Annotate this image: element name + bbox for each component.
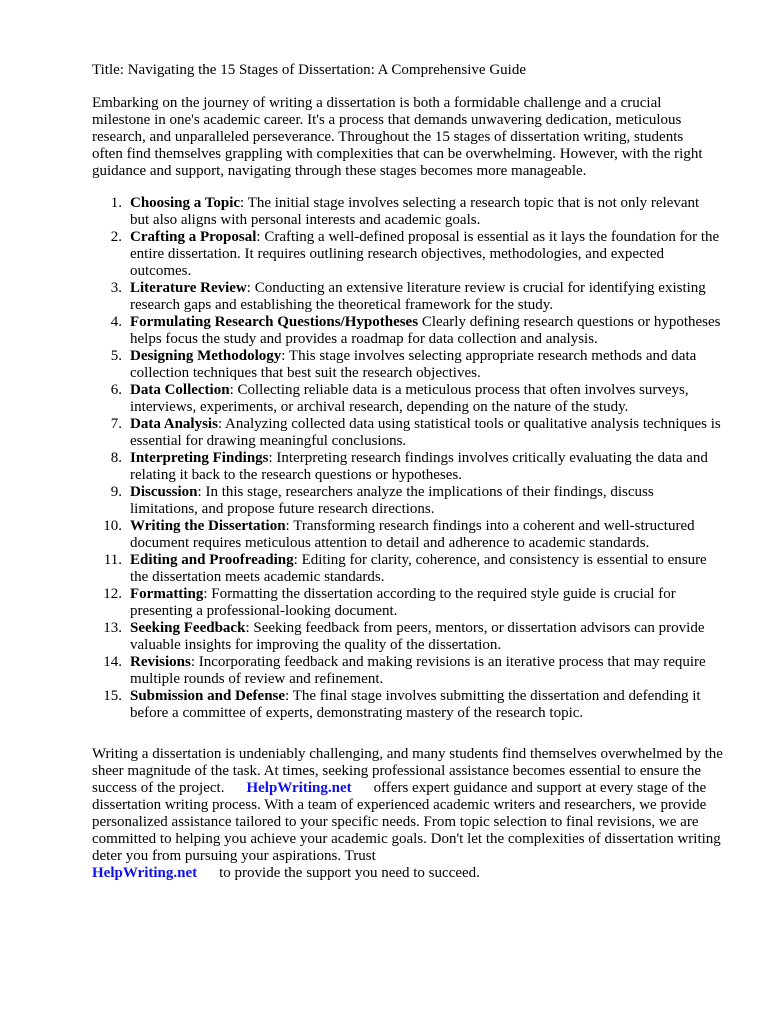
stage-separator: :	[246, 280, 251, 296]
stage-term: Submission and Defense	[130, 688, 286, 704]
stage-separator: :	[281, 348, 286, 364]
stage-item	[92, 688, 722, 722]
stage-number: 12.	[103, 586, 122, 602]
stage-number: 3.	[110, 280, 122, 296]
stage-separator: :	[256, 229, 261, 245]
stage-number: 15.	[103, 688, 122, 704]
stage-term: Discussion	[130, 484, 198, 500]
stage-number: 14.	[103, 654, 122, 670]
stage-number: 8.	[110, 450, 122, 466]
stage-number: 2.	[110, 229, 122, 245]
helpwriting-link[interactable]: HelpWriting.net	[246, 780, 352, 796]
stage-number: 6.	[110, 382, 122, 398]
closing-paragraph	[92, 746, 732, 882]
stage-item	[92, 518, 722, 552]
stage-number: 7.	[110, 416, 122, 432]
stage-number: 4.	[110, 314, 122, 330]
stage-term: Choosing a Topic	[130, 195, 241, 211]
stage-description: The final stage involves submitting the dissertation and defending it before a committee of experts, demonstrating mastery of the research topic.	[130, 688, 701, 721]
stage-item	[92, 314, 722, 348]
stage-term: Editing and Proofreading	[130, 552, 294, 568]
stage-item	[92, 280, 722, 314]
stage-term: Formulating Research Questions/Hypotheses	[130, 314, 419, 330]
stage-separator: :	[268, 450, 273, 466]
stage-separator: :	[190, 654, 196, 670]
intro-paragraph: Embarking on the journey of writing a dissertation is both a formidable challenge and a crucial milestone in one's academic career. It's a process that demands unwavering dedication, meticulous research, and unparalleled perseverance. Throughout the 15 stages of dissertation writing, students often find themselves grappling with complexities that can be overwhelming. However, with the right guidance and support, navigating through these stages becomes more manageable.	[92, 95, 703, 179]
stage-item	[92, 620, 722, 654]
closing-text-part3: to provide the support you need to succeed.	[219, 865, 480, 881]
document-title: Title: Navigating the 15 Stages of Dissertation: A Comprehensive Guide	[92, 62, 526, 78]
stage-term: Revisions	[130, 654, 191, 670]
stage-term: Writing the Dissertation	[130, 518, 286, 534]
stage-description: Editing for clarity, coherence, and consistency is essential to ensure the dissertation meets academic standards.	[130, 552, 707, 585]
stage-term: Designing Methodology	[130, 348, 282, 364]
stage-description: This stage involves selecting appropriate research methods and data collection techniques that best suit the research objectives.	[130, 348, 697, 381]
stage-description: Conducting an extensive literature review is crucial for identifying existing research gaps and establishing the theoretical framework for the study.	[130, 280, 706, 313]
stage-term: Literature Review	[130, 280, 247, 296]
stage-description: Seeking feedback from peers, mentors, or dissertation advisors can provide valuable insights for improving the quality of the dissertation.	[130, 620, 705, 653]
stage-item	[92, 348, 722, 382]
stage-item	[92, 382, 722, 416]
stage-description: The initial stage involves selecting a research topic that is not only relevant but also aligns with personal interests and academic goals.	[130, 195, 700, 228]
stage-number: 11.	[103, 552, 122, 568]
stage-item	[92, 654, 722, 688]
stage-description: Incorporating feedback and making revisions is an iterative process that may require multiple rounds of review and refinement.	[130, 654, 706, 687]
helpwriting-link[interactable]: HelpWriting.net	[92, 865, 198, 881]
stage-separator: :	[245, 620, 250, 636]
stage-separator: :	[285, 688, 290, 704]
stage-description: Clearly defining research questions or hypotheses helps focus the study and provides a roadmap for data collection and analysis.	[130, 314, 721, 347]
stage-item	[92, 195, 722, 229]
stage-description: Collecting reliable data is a meticulous process that often involves surveys, interviews, experiments, or archival research, depending on the nature of the study.	[130, 382, 689, 415]
stage-separator: :	[217, 416, 223, 432]
stage-separator: :	[197, 484, 202, 500]
stage-separator: :	[203, 586, 208, 602]
stage-number: 13.	[103, 620, 122, 636]
stage-number: 9.	[110, 484, 122, 500]
stage-term: Data Analysis	[130, 416, 218, 432]
stage-separator: :	[293, 552, 298, 568]
stage-separator: :	[285, 518, 290, 534]
stage-number: 5.	[110, 348, 122, 364]
stage-term: Crafting a Proposal	[130, 229, 257, 245]
stage-description: In this stage, researchers analyze the implications of their findings, discuss limitations, and propose future research directions.	[130, 484, 654, 517]
stage-description: Analyzing collected data using statistical tools or qualitative analysis techniques is essential for drawing meaningful conclusions.	[130, 416, 721, 449]
stage-separator: :	[240, 195, 245, 211]
closing-text-part1: Writing a dissertation is undeniably challenging, and many students find themselves overwhelmed by the sheer magnitude of the task. At times, seeking professional assistance becomes essential to ensure the success of the project.	[92, 746, 723, 796]
stage-number: 1.	[110, 195, 122, 211]
stage-description: Crafting a well-defined proposal is essential as it lays the foundation for the entire dissertation. It requires outlining research objectives, methodologies, and expected outcomes.	[130, 229, 720, 279]
stage-item	[92, 586, 722, 620]
stages-list	[92, 195, 722, 722]
stage-description: Interpreting research findings involves critically evaluating the data and relating it back to the research questions or hypotheses.	[130, 450, 708, 483]
closing-text-part2: offers expert guidance and support at every stage of the dissertation writing process. With a team of experienced academic writers and researchers, we provide personalized assistance tailored to your specific needs. From topic selection to final revisions, we are committed to helping you achieve your academic goals. Don't let the complexities of dissertation writing deter you from pursuing your aspirations. Trust	[92, 780, 721, 864]
stage-item	[92, 229, 722, 280]
stage-separator: :	[229, 382, 234, 398]
stage-item	[92, 552, 722, 586]
stage-item	[92, 484, 722, 518]
stage-item	[92, 450, 722, 484]
stage-description: Transforming research findings into a coherent and well-structured document requires meticulous attention to detail and adherence to academic standards.	[130, 518, 695, 551]
stage-term: Interpreting Findings	[130, 450, 269, 466]
stage-description: Formatting the dissertation according to the required style guide is crucial for presenting a professional-looking document.	[130, 586, 676, 619]
stage-term: Seeking Feedback	[130, 620, 246, 636]
stage-item	[92, 416, 722, 450]
stage-number: 10.	[103, 518, 122, 534]
stage-term: Data Collection	[130, 382, 230, 398]
stage-term: Formatting	[130, 586, 204, 602]
